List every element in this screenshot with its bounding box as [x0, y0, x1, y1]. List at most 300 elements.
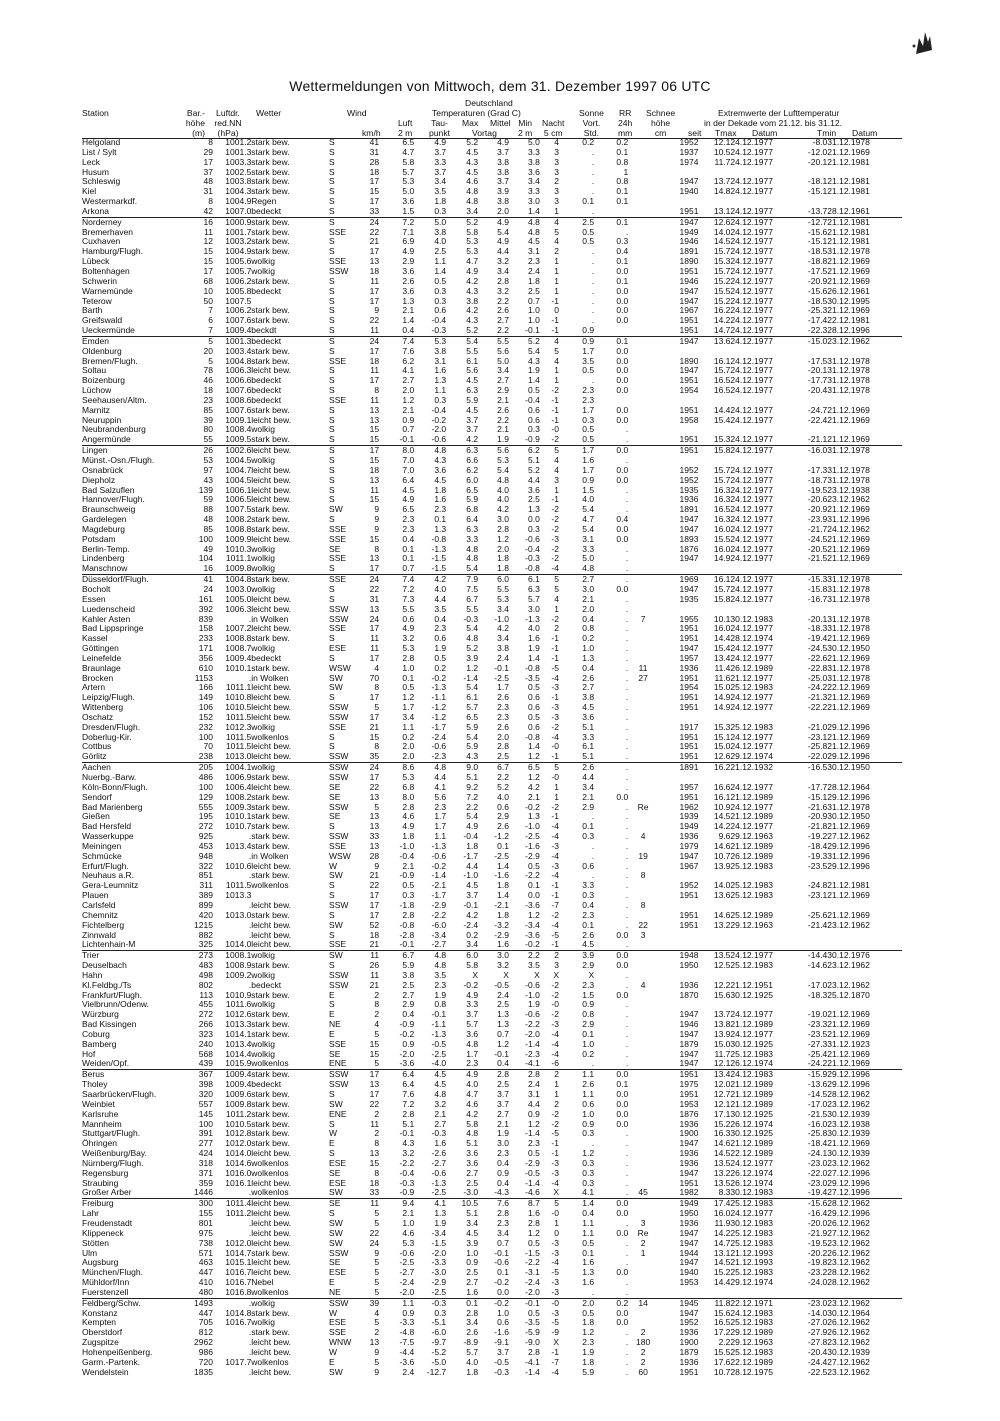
cell-bar: 325	[198, 940, 213, 950]
cell-tau: 1.9	[434, 990, 447, 1000]
cell-max: 5.3	[466, 237, 479, 247]
col-header-extreme-range: in der Dekade vom 21.12. bis 31.12.	[704, 118, 843, 128]
cell-max: 5.9	[466, 722, 479, 732]
cell-luftdr: 1004.7	[225, 465, 252, 475]
cell-station: Münst.-Osn./Flugh.	[82, 456, 155, 465]
cell-tmin: -17.5	[807, 356, 828, 366]
cell-tmax: 13.6	[698, 336, 730, 346]
cell-tau: -0.3	[431, 326, 447, 336]
cell-mittel: -3.2	[494, 920, 509, 930]
table-row	[82, 752, 902, 762]
cell-tmin-date	[827, 197, 902, 207]
cell-tau: -0.2	[431, 673, 447, 683]
cell-luftdr: 1015.1	[225, 1258, 252, 1268]
cell-wind-kmh: 11	[362, 951, 379, 961]
cell-station: Stuttgart/Flugh.	[82, 1129, 141, 1139]
cell-rr: .	[625, 425, 629, 435]
cell-luftdr: 1006.3	[225, 366, 252, 376]
cell-rr: .	[625, 1168, 629, 1178]
cell-tmin-date: 21.12.1969	[827, 1020, 870, 1030]
cell-rr: .	[625, 1158, 629, 1168]
cell-seit	[658, 396, 698, 406]
cell-seit: 1947	[679, 286, 699, 296]
cell-station: Cottbus	[82, 742, 112, 752]
cell-wind-kmh: 13	[369, 1080, 380, 1090]
table-row	[82, 1139, 902, 1149]
cell-bar: 238	[198, 752, 213, 762]
cell-wind-dir: S	[329, 594, 335, 604]
cell-nacht: -4	[551, 1029, 559, 1039]
cell-schnee	[628, 763, 658, 773]
cell-station: Bad Hersfeld	[82, 822, 132, 832]
cell-tmax-date: 30.12.1983	[730, 614, 773, 624]
cell-nacht: -2	[551, 990, 559, 1000]
cell-max: -8.9	[463, 1338, 479, 1348]
cell-nacht: 1	[554, 1090, 559, 1099]
cell-wind-dir: S	[329, 515, 335, 525]
cell-tau: -2.7	[431, 940, 447, 950]
cell-tmax: 15.0	[713, 1039, 731, 1049]
cell-luft: -1.0	[399, 841, 415, 851]
cell-seit: 1951	[679, 792, 699, 802]
cell-tau: 3.1	[434, 356, 447, 366]
cell-tmin-date: 23.12.1962	[827, 1158, 870, 1168]
cell-tmin-date: 21.12.1969	[827, 1059, 870, 1069]
cell-station: Nuerbg.-Barw.	[82, 773, 137, 782]
cell-tmin: -22.0	[807, 1168, 828, 1178]
cell-wind-dir: S	[329, 564, 335, 574]
cell-schnee	[628, 1209, 658, 1219]
cell-rr: 0.0	[616, 792, 629, 802]
cell-wetter: stark bew.	[251, 247, 290, 257]
cell-sonne: 2.3	[582, 395, 595, 405]
cell-wind-dir: S	[329, 1000, 335, 1010]
cell-schnee	[628, 446, 658, 456]
cell-bar: 738	[198, 1238, 213, 1248]
cell-schnee	[628, 1010, 658, 1020]
cell-wind-dir: SSE	[329, 227, 347, 237]
cell-tmax: 14.9	[713, 693, 731, 703]
cell-rr: .	[625, 1238, 629, 1248]
cell-tau: -5.0	[431, 1357, 447, 1367]
cell-mittel: 2.0	[497, 544, 509, 554]
cell-max: 4.5	[466, 167, 479, 177]
cell-wetter: leicht bew.	[251, 742, 291, 752]
cell-seit: 1947	[679, 1228, 699, 1238]
cell-tmin-date: 31.12.1978	[827, 802, 870, 812]
cell-min: 5.1	[528, 456, 540, 465]
cell-nacht: -1	[551, 405, 559, 415]
cell-rr	[594, 207, 628, 217]
cell-max: 6.3	[466, 386, 479, 396]
cell-wetter: leicht bew.	[251, 683, 291, 693]
table-row	[82, 505, 902, 515]
cell-tmax: 10.9	[713, 802, 731, 812]
cell-tmin-date: 31.12.1978	[827, 465, 870, 475]
cell-tmin: -20.4	[807, 1347, 828, 1357]
cell-tau: 4.8	[414, 446, 446, 456]
cell-tau: 4.1	[434, 782, 447, 792]
table-row	[82, 1129, 902, 1139]
cell-tmin: -17.7	[807, 782, 828, 792]
cell-max: 1.8	[466, 1367, 479, 1377]
cell-wetter: wolkig	[251, 257, 275, 267]
cell-station: Neuruppin	[82, 415, 122, 425]
cell-wind-dir: SSE	[329, 356, 347, 366]
cell-tmax-date: 21.12.1993	[730, 1248, 773, 1258]
cell-min: -0.6	[525, 1010, 540, 1020]
cell-luftdr: 1007.2	[225, 624, 252, 634]
cell-tmin: -14.6	[807, 961, 828, 971]
table-row	[82, 336, 902, 346]
cell-tmin-date: 21.12.1969	[827, 1010, 870, 1020]
cell-tmin	[795, 1288, 827, 1298]
cell-sonne: 1.0	[582, 1039, 595, 1049]
table-row	[82, 1188, 902, 1198]
cell-bar: 232	[198, 722, 213, 732]
cell-wetter: wolkenlos	[251, 881, 289, 891]
cell-wind-dir: SSE	[329, 575, 362, 585]
cell-max: -0.1	[463, 900, 479, 910]
cell-rr: .	[625, 871, 629, 881]
col-header-wetter: Wetter	[256, 108, 282, 118]
cell-tau: 4.4	[434, 773, 447, 782]
cell-bar: 389	[198, 891, 213, 901]
cell-bar: 240	[198, 1039, 213, 1049]
cell-wind-dir: SW	[329, 1228, 343, 1238]
cell-min: -3.6	[525, 930, 540, 940]
cell-seit: 1947	[679, 644, 699, 654]
cell-wind-kmh: 11	[370, 1119, 380, 1129]
cell-rr: 0.0	[616, 1099, 629, 1109]
cell-sonne: 4.4	[582, 773, 595, 782]
cell-wind-dir: S	[329, 296, 335, 306]
cell-luft: 2.4	[402, 1367, 415, 1377]
cell-luftdr: 1009.3	[225, 802, 252, 812]
cell-mittel: 5.6	[478, 446, 509, 456]
cell-sonne: 3.6	[582, 712, 595, 722]
cell-mittel: 2.3	[497, 1149, 509, 1159]
cell-tau: 3.8	[434, 346, 447, 356]
cell-luft: 0.7	[402, 564, 415, 574]
cell-max: 4.5	[466, 1228, 479, 1238]
cell-station: Gießen	[82, 812, 110, 822]
cell-bar: 948	[198, 851, 213, 861]
cell-sonne: 0.4	[582, 1209, 595, 1219]
cell-nacht: -1	[551, 693, 559, 703]
cell-tmax-date: 24.12.1977	[730, 206, 773, 216]
cell-nacht: -1	[551, 881, 559, 891]
cell-tmax: 14.5	[713, 1258, 731, 1268]
cell-bar: 839	[198, 614, 213, 624]
cell-nacht: 2	[540, 951, 559, 961]
cell-luft: 3.6	[402, 286, 415, 296]
cell-rr: 0.0	[616, 990, 629, 1000]
cell-max: 7.2	[466, 792, 479, 802]
cell-max: -0.3	[463, 614, 479, 624]
cell-min: 1.2	[528, 910, 540, 920]
cell-wetter: stark bew.	[251, 575, 329, 585]
cell-tmax: 17.2	[713, 1328, 731, 1338]
cell-bar: 7	[208, 326, 213, 336]
cell-mittel: 6.7	[478, 763, 509, 773]
cell-wetter: leicht bew.	[251, 624, 291, 634]
cell-tmax: 14.0	[713, 227, 731, 237]
cell-max: 5.2	[466, 326, 479, 336]
cell-rr: .	[625, 564, 629, 574]
cell-mittel: 4.4	[497, 247, 509, 257]
cell-tmin-date: 26.12.1962	[827, 1318, 870, 1328]
table-row	[82, 466, 902, 476]
cell-tmax-date: 24.12.1977	[730, 495, 773, 505]
cell-luft: 1.5	[402, 206, 415, 216]
cell-schnee	[628, 644, 658, 654]
cell-tmax-date: 24.12.1977	[730, 693, 773, 703]
cell-tmin: -24.5	[807, 644, 828, 654]
cell-bar: 20	[203, 346, 213, 356]
cell-min: X	[534, 970, 540, 980]
cell-luftdr: .	[248, 1338, 252, 1348]
cell-sonne: 1.9	[582, 1347, 595, 1357]
cell-seit	[658, 425, 698, 435]
cell-tau: 4.5	[434, 475, 447, 485]
cell-wind-kmh: 13	[369, 792, 380, 802]
cell-wind-kmh: 33	[369, 832, 380, 842]
col-header-wind: Wind	[347, 108, 367, 118]
cell-sonne: 0.4	[582, 663, 595, 673]
cell-bar: 323	[198, 1029, 213, 1039]
cell-wetter: bedeckt	[251, 286, 282, 296]
cell-luft: 0.1	[402, 554, 415, 564]
cell-luftdr: 1013.0	[225, 910, 252, 920]
cell-tmax-date: 29.12.1963	[730, 1338, 773, 1348]
cell-min: -3.6	[525, 900, 540, 910]
cell-tmax-date	[730, 396, 795, 406]
table-row	[82, 624, 902, 634]
table-row	[82, 891, 902, 901]
cell-rr: .	[625, 1278, 629, 1288]
cell-wind-kmh: 17	[369, 1090, 380, 1099]
cell-min: -2.0	[525, 1287, 540, 1297]
cell-wind-dir: SSE	[329, 257, 347, 267]
cell-max: 4.8	[466, 187, 479, 197]
cell-tmax: 14.9	[713, 703, 731, 713]
cell-luft: 5.0	[402, 187, 415, 197]
cell-tmin: -20.0	[807, 1218, 828, 1228]
cell-station: Würzburg	[82, 1010, 119, 1020]
cell-bar: 420	[198, 910, 213, 920]
cell-luft: 6.4	[379, 1070, 414, 1080]
table-row	[82, 971, 902, 981]
cell-bar: 29	[203, 147, 213, 157]
table-row	[82, 674, 902, 684]
cell-seit: 1947	[679, 1029, 699, 1039]
cell-tau: -0.6	[431, 1168, 447, 1178]
cell-nacht: 5	[540, 575, 559, 585]
cell-nacht: 3	[554, 167, 559, 177]
cell-sonne: 1.5	[582, 485, 595, 495]
cell-min: 3.3	[528, 187, 540, 197]
cell-nacht: -5	[551, 1129, 559, 1139]
cell-luft: 1.0	[402, 1218, 415, 1228]
cell-luft: 7.2	[402, 1099, 415, 1109]
cell-luft: 6.4	[402, 1080, 415, 1090]
table-row	[82, 357, 902, 367]
cell-mittel: 3.4	[497, 1228, 509, 1238]
table-row	[82, 842, 902, 852]
cell-rr: .	[625, 634, 629, 644]
cell-station: Weinbiet	[82, 1099, 115, 1109]
cell-nacht: -2	[551, 505, 559, 515]
cell-station: Angermünde	[82, 435, 131, 445]
cell-nacht: 1	[554, 257, 559, 267]
cell-wind-dir: S	[329, 138, 335, 147]
cell-tau: 5.3	[414, 336, 446, 346]
cell-station: Bremerhaven	[82, 227, 134, 237]
cell-luftdr: .	[248, 920, 252, 930]
cell-luftdr: .	[248, 1367, 252, 1377]
cell-sonne: 2.9	[582, 1020, 595, 1030]
cell-luft: 2.0	[402, 752, 415, 762]
cell-luft: 7.6	[402, 346, 415, 356]
cell-wind-kmh: 31	[369, 594, 380, 604]
cell-bar: 392	[198, 604, 213, 614]
cell-wind-kmh: 70	[369, 673, 380, 683]
cell-tau: 1.1	[434, 832, 447, 842]
cell-seit	[658, 1288, 698, 1298]
cell-schnee	[628, 624, 658, 634]
cell-station: Kl.Feldbg./Ts	[82, 980, 132, 990]
cell-min: -2.2	[525, 1020, 540, 1030]
cell-tmin: -24.0	[807, 1278, 828, 1288]
cell-seit: 1950	[679, 961, 699, 971]
cell-seit: 1936	[679, 1119, 699, 1129]
cell-tmax-date: 24.12.1977	[730, 524, 773, 534]
cell-mittel: 5.5	[478, 336, 509, 346]
cell-rr: 0.2	[594, 1298, 628, 1308]
cell-rr: 0.0	[594, 951, 628, 961]
cell-max: -1.7	[463, 851, 479, 861]
cell-wind-dir: SE	[329, 1168, 341, 1178]
cell-wind-kmh: 17	[369, 197, 380, 207]
cell-min: 3.6	[528, 167, 540, 177]
cell-schnee	[628, 515, 658, 525]
cell-max: 5.5	[466, 604, 479, 614]
cell-tau: -1.4	[431, 871, 447, 881]
cell-min: 4.0	[528, 624, 540, 634]
cell-tmax: 16.2	[713, 306, 731, 316]
cell-max: 5.8	[466, 1119, 479, 1129]
cell-nacht: 4	[540, 217, 559, 227]
cell-wind-kmh: 9	[374, 505, 380, 515]
cell-luftdr: 1014.1	[225, 1029, 252, 1039]
cell-wetter: wolkig	[251, 763, 329, 773]
cell-luftdr: 1004.3	[225, 187, 252, 197]
cell-luft: 1.2	[402, 693, 415, 703]
cell-tmin: -22.2	[807, 703, 828, 713]
cell-tmax: 13.1	[713, 1248, 731, 1258]
cell-bar: 320	[198, 1090, 213, 1099]
cell-luft: 6.2	[402, 356, 415, 366]
cell-station: Manschnow	[82, 564, 128, 574]
cell-max: 3.3	[466, 1000, 479, 1010]
cell-luft: -0.1	[399, 940, 415, 950]
cell-tau: -0.8	[431, 534, 447, 544]
cell-tmax-date: 24.12.1977	[730, 802, 773, 812]
cell-tmax-date: 24.12.1977	[730, 742, 773, 752]
cell-seit: 1947	[658, 217, 698, 227]
cell-tmax: 9.6	[718, 832, 731, 842]
table-row	[82, 456, 902, 466]
cell-max: 9.0	[446, 763, 478, 773]
cell-tmin	[795, 971, 827, 981]
cell-wetter: leicht bew.	[251, 485, 291, 495]
cell-tmax: 14.4	[713, 634, 731, 644]
col-header-tmax: Tmax	[715, 128, 737, 138]
table-row	[82, 1229, 902, 1239]
cell-seit: 1951	[679, 891, 699, 901]
cell-luftdr: 1008.8	[225, 524, 252, 534]
cell-tmin-date: 21.12.1969	[827, 505, 870, 515]
cell-sonne: 1.8	[582, 1318, 595, 1328]
cell-station: Bamberg	[82, 1039, 117, 1049]
cell-wind-kmh: 11	[370, 366, 380, 376]
cell-tmax: 10.1	[713, 614, 731, 624]
cell-bar: 80	[203, 425, 213, 435]
cell-tmin-date	[827, 871, 902, 881]
cell-tmax-date: 24.12.1977	[730, 266, 773, 276]
cell-seit	[658, 347, 698, 357]
cell-wind-dir: W	[329, 1308, 338, 1318]
cell-sonne: 2.3	[582, 386, 595, 396]
cell-min: -3.5	[525, 1318, 540, 1328]
cell-mittel: 1.8	[497, 554, 509, 564]
cell-luft: 4.6	[402, 812, 415, 822]
cell-rr: .	[625, 712, 629, 722]
cell-tmin-date: 29.12.1996	[827, 792, 870, 802]
cell-min: 4.2	[528, 782, 540, 792]
cell-tau: 1.6	[434, 1139, 447, 1149]
cell-tmin: -16.7	[807, 594, 828, 604]
cell-seit: 1967	[679, 861, 699, 871]
cell-tmin-date: 31.12.1978	[827, 584, 870, 594]
cell-tmax: 13.1	[713, 206, 731, 216]
cell-max: 6.7	[466, 594, 479, 604]
table-row	[82, 961, 902, 971]
cell-seit: 1947	[679, 1059, 699, 1069]
cell-luftdr: .	[248, 614, 252, 624]
cell-wind-dir: E	[329, 1010, 335, 1020]
cell-wind-dir: ENE	[329, 1109, 347, 1119]
cell-tmin: -17.3	[807, 465, 828, 475]
cell-tmax-date: 25.12.1983	[730, 1199, 795, 1209]
cell-nacht: 1	[554, 485, 559, 495]
cell-station: Gera-Leumnitz	[82, 881, 139, 891]
cell-nacht: 3	[554, 147, 559, 157]
cell-wind-dir: SSW	[329, 900, 349, 910]
cell-min: 2.4	[528, 1080, 540, 1090]
cell-station: Trier	[82, 951, 182, 961]
cell-sonne: .	[591, 1287, 595, 1297]
cell-tmax: 13.4	[698, 1070, 730, 1080]
cell-tmin-date: 21.12.1981	[827, 187, 870, 197]
cell-bar: 106	[198, 703, 213, 713]
cell-schnee	[628, 703, 658, 713]
cell-max: 6.8	[466, 505, 479, 515]
cell-tmin: -18.4	[807, 841, 828, 851]
col-header-nacht: Nacht 5 cm	[542, 118, 565, 138]
cell-wetter: bedeckt	[251, 376, 282, 386]
